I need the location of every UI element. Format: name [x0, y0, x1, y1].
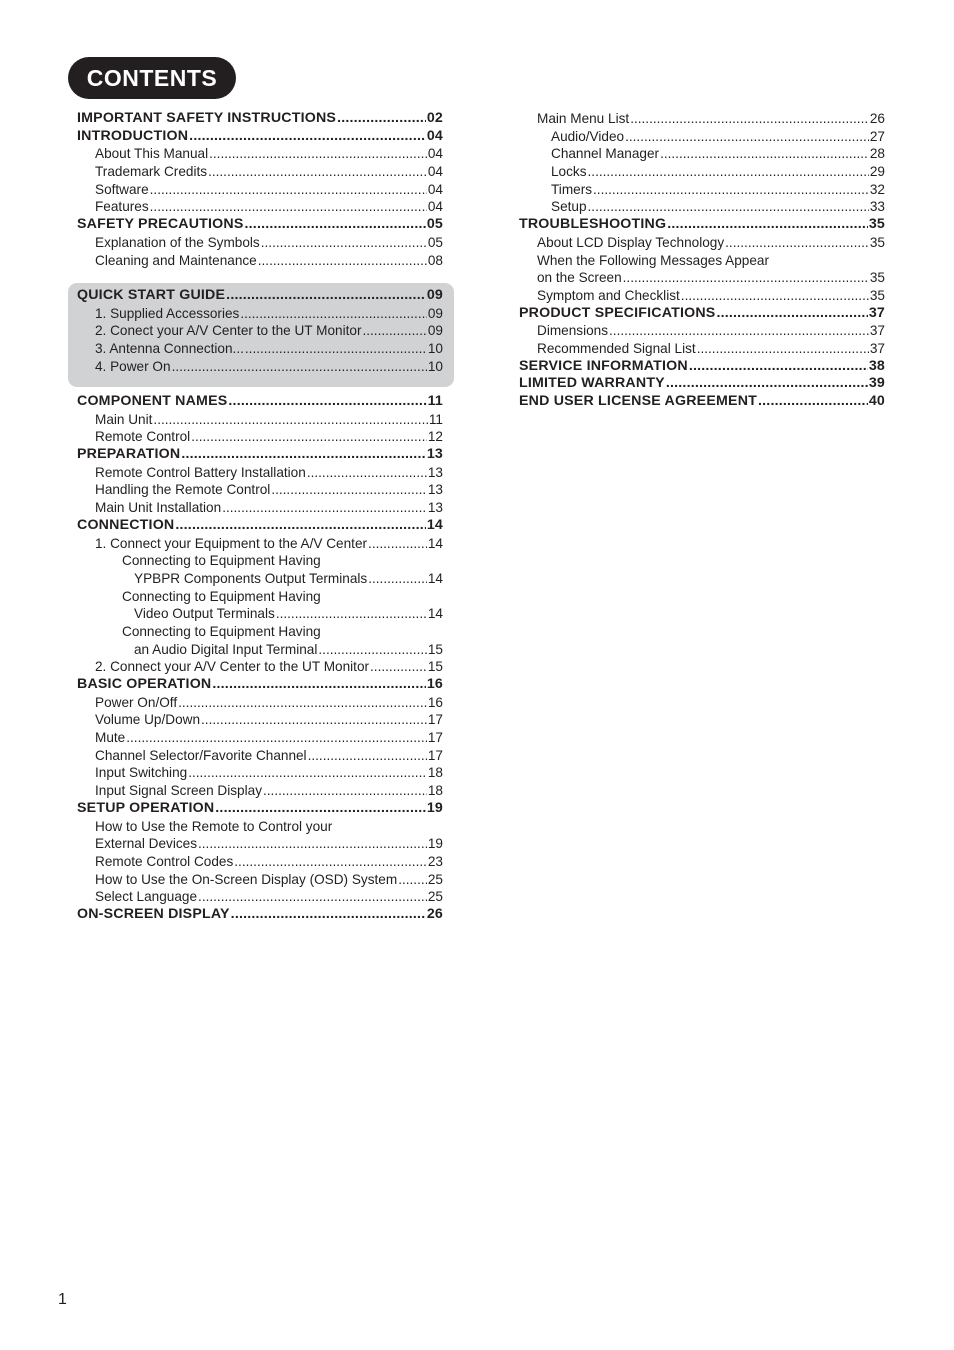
toc-entry-label: Remote Control Codes [95, 853, 234, 869]
toc-right-column [519, 110, 885, 411]
toc-dot-leader [276, 605, 427, 623]
toc-entry[interactable] [77, 818, 443, 836]
toc-entry-label: Handling the Remote Control [95, 482, 271, 498]
toc-dot-leader [689, 358, 868, 376]
toc-left-column [77, 110, 443, 924]
toc-entry-label: Features [95, 199, 149, 215]
toc-entry[interactable] [77, 322, 443, 340]
toc-dot-leader [126, 729, 427, 747]
toc-entry[interactable] [519, 163, 885, 181]
toc-dot-leader [226, 287, 426, 305]
toc-entry-label: YPBPR Components Output Terminals [134, 570, 368, 586]
toc-page-number: 05 [427, 234, 443, 250]
toc-entry[interactable] [519, 252, 885, 270]
toc-entry-label: Main Unit Installation [95, 500, 222, 516]
toc-dot-leader [150, 198, 427, 216]
toc-section-heading[interactable] [77, 906, 443, 924]
toc-dot-leader [588, 198, 869, 216]
toc-entry[interactable] [519, 128, 885, 146]
toc-dot-leader [240, 305, 427, 323]
toc-entry[interactable] [77, 234, 443, 252]
toc-entry-label: When the Following Messages Appear [537, 252, 769, 268]
toc-entry-label: 2. Conect your A/V Center to the UT Monitor [95, 323, 362, 339]
toc-entry[interactable] [77, 871, 443, 889]
toc-dot-leader [368, 535, 427, 553]
toc-dot-leader [175, 517, 425, 535]
toc-dot-leader [716, 305, 867, 323]
toc-entry-label: Locks [551, 164, 587, 180]
toc-entry-label: INTRODUCTION [77, 127, 189, 144]
toc-dot-leader [231, 906, 426, 924]
toc-entry[interactable] [77, 358, 443, 376]
toc-entry[interactable] [77, 711, 443, 729]
toc-dot-leader [222, 499, 427, 517]
toc-page-number: 14 [426, 516, 443, 533]
toc-entry[interactable] [77, 694, 443, 712]
toc-page-number: 19 [426, 799, 443, 816]
toc-entry-label: Channel Manager [551, 146, 660, 162]
toc-page-number: 39 [868, 375, 885, 392]
toc-entry[interactable] [519, 145, 885, 163]
toc-dot-leader [660, 145, 869, 163]
toc-entry-label: How to Use the Remote to Control your [95, 818, 333, 834]
toc-entry-label: 1. Supplied Accessories [95, 305, 240, 321]
toc-entry-label: Trademark Credits [95, 164, 208, 180]
toc-entry[interactable] [77, 305, 443, 323]
toc-entry-label: ON-SCREEN DISPLAY [77, 905, 230, 922]
toc-entry[interactable] [77, 411, 443, 429]
toc-entry-label: PRODUCT SPECIFICATIONS [519, 304, 716, 321]
toc-entry-label: Timers [551, 181, 593, 197]
toc-page-number: 35 [869, 234, 885, 250]
toc-section-heading[interactable] [519, 216, 885, 234]
toc-entry-label: Main Menu List [537, 111, 630, 126]
toc-dot-leader [368, 570, 427, 588]
toc-dot-leader [362, 322, 426, 340]
toc-page-number: 25 [427, 871, 443, 887]
toc-page-number: 12 [427, 429, 443, 445]
toc-page-number: 37 [869, 323, 885, 339]
toc-dot-leader [245, 340, 427, 358]
toc-entry-label: 3. Antenna Connection... [95, 340, 244, 356]
toc-entry[interactable] [77, 163, 443, 181]
toc-entry[interactable] [519, 234, 885, 252]
toc-dot-leader [209, 145, 427, 163]
toc-dot-leader [666, 375, 868, 393]
toc-entry-label: Main Unit [95, 411, 153, 427]
toc-entry-label: Input Signal Screen Display [95, 783, 262, 799]
toc-entry-label: SETUP OPERATION [77, 799, 215, 816]
toc-entry-label: Power On/Off [95, 694, 178, 710]
toc-section-heading[interactable] [77, 446, 443, 464]
toc-entry[interactable] [77, 888, 443, 906]
toc-entry-label: Connecting to Equipment Having [122, 588, 321, 604]
toc-entry[interactable] [77, 252, 443, 270]
toc-entry[interactable] [77, 747, 443, 765]
toc-page-number: 13 [427, 482, 443, 498]
toc-dot-leader [588, 163, 869, 181]
toc-entry[interactable] [77, 623, 443, 641]
toc-spacer [77, 375, 443, 393]
toc-section-heading[interactable] [519, 305, 885, 323]
toc-entry[interactable] [77, 181, 443, 199]
toc-entry-label: Software [95, 181, 149, 197]
toc-entry-label: LIMITED WARRANTY [519, 375, 665, 392]
toc-entry-label: END USER LICENSE AGREEMENT [519, 393, 758, 409]
toc-page-number: 14 [427, 606, 443, 622]
toc-entry-label: Symptom and Checklist [537, 287, 680, 303]
toc-page-number: 10 [427, 340, 443, 356]
toc-entry[interactable] [77, 835, 443, 853]
toc-dot-leader [261, 234, 427, 252]
toc-entry-label: Volume Up/Down [95, 712, 201, 728]
toc-section-heading[interactable] [77, 800, 443, 818]
toc-entry-label: CONNECTION [77, 516, 175, 533]
toc-page-number: 35 [868, 216, 885, 233]
toc-page-number: 13 [426, 446, 443, 463]
toc-section-heading[interactable] [519, 358, 885, 376]
toc-page-number: 18 [427, 765, 443, 781]
toc-dot-leader [593, 181, 869, 199]
toc-page-number: 40 [868, 393, 885, 409]
toc-dot-leader [623, 269, 869, 287]
toc-dot-leader [215, 800, 426, 818]
toc-dot-leader [212, 676, 425, 694]
toc-page-number: 33 [869, 199, 885, 215]
toc-section-heading[interactable] [519, 375, 885, 393]
toc-dot-leader [337, 110, 426, 128]
toc-dot-leader [150, 181, 427, 199]
toc-entry-label: Recommended Signal List [537, 340, 696, 356]
toc-dot-leader [308, 747, 427, 765]
toc-entry-label: Select Language [95, 889, 198, 905]
toc-entry-label: External Devices [95, 836, 197, 852]
toc-dot-leader [189, 128, 426, 146]
contents-title: CONTENTS [68, 57, 236, 99]
toc-section-heading[interactable] [77, 517, 443, 535]
toc-page-number: 18 [427, 783, 443, 799]
toc-entry-label: Channel Selector/Favorite Channel [95, 747, 307, 763]
toc-entry[interactable] [519, 322, 885, 340]
toc-page-number: 28 [869, 146, 885, 162]
toc-entry-label: IMPORTANT SAFETY INSTRUCTIONS [77, 110, 337, 126]
toc-entry-label: an Audio Digital Input Terminal [134, 641, 318, 657]
toc-entry-label: Remote Control Battery Installation [95, 464, 306, 480]
toc-page-number: 11 [427, 393, 443, 409]
toc-section-heading[interactable] [77, 287, 443, 305]
toc-entry[interactable] [77, 641, 443, 659]
toc-entry-label: BASIC OPERATION [77, 676, 212, 692]
toc-dot-leader [609, 322, 869, 340]
toc-entry[interactable] [519, 269, 885, 287]
toc-page-number: 10 [427, 358, 443, 374]
toc-dot-leader [258, 252, 427, 270]
toc-entry-label: QUICK START GUIDE [77, 286, 226, 303]
toc-dot-leader [191, 428, 427, 446]
toc-entry[interactable] [77, 464, 443, 482]
toc-page-number: 13 [427, 464, 443, 480]
toc-page-number: 14 [427, 570, 443, 586]
toc-page-number: 25 [427, 889, 443, 905]
toc-page-number: 16 [427, 694, 443, 710]
toc-dot-leader [758, 393, 868, 411]
toc-page-number: 13 [427, 500, 443, 516]
toc-dot-leader [318, 641, 426, 659]
toc-entry[interactable] [77, 729, 443, 747]
toc-entry-label: Dimensions [537, 323, 609, 339]
toc-section-heading[interactable] [77, 393, 443, 411]
toc-dot-leader [398, 871, 427, 889]
toc-page-number: 37 [868, 304, 885, 321]
toc-section-heading[interactable] [77, 676, 443, 694]
toc-page-number: 04 [427, 146, 443, 162]
toc-page-number: 19 [427, 836, 443, 852]
toc-page-number: 37 [869, 340, 885, 356]
toc-page-number: 15 [427, 641, 443, 657]
toc-entry[interactable] [77, 570, 443, 588]
toc-page-number: 04 [427, 164, 443, 180]
toc-page-number: 04 [427, 199, 443, 215]
toc-entry[interactable] [77, 428, 443, 446]
toc-page-number: 09 [426, 286, 443, 303]
toc-dot-leader [208, 163, 427, 181]
toc-page-number: 09 [427, 305, 443, 321]
toc-page-number: 26 [426, 905, 443, 922]
toc-dot-leader [172, 358, 427, 376]
toc-page-number: 09 [427, 323, 443, 339]
toc-dot-leader [245, 216, 426, 234]
toc-entry[interactable] [77, 145, 443, 163]
toc-dot-leader [263, 782, 427, 800]
toc-entry-label: Audio/Video [551, 128, 625, 144]
toc-entry[interactable] [77, 605, 443, 623]
toc-entry-label: SAFETY PRECAUTIONS [77, 216, 244, 233]
toc-dot-leader [307, 464, 427, 482]
toc-entry[interactable] [77, 658, 443, 676]
toc-entry-label: About LCD Display Technology [537, 234, 725, 250]
toc-page-number: 14 [427, 535, 443, 551]
toc-entry-label: Remote Control [95, 429, 191, 445]
toc-entry[interactable] [77, 481, 443, 499]
toc-entry[interactable] [519, 340, 885, 358]
toc-entry[interactable] [77, 782, 443, 800]
toc-dot-leader [178, 694, 427, 712]
toc-dot-leader [625, 128, 869, 146]
toc-page-number: 38 [868, 357, 885, 374]
toc-page-number: 11 [428, 411, 443, 427]
toc-page-number: 17 [427, 730, 443, 746]
page-number: 1 [58, 1291, 67, 1308]
toc-section-heading[interactable] [77, 110, 443, 128]
toc-entry-label: SERVICE INFORMATION [519, 357, 688, 374]
toc-entry-label: How to Use the On-Screen Display (OSD) System [95, 871, 398, 887]
toc-entry[interactable] [77, 588, 443, 606]
toc-dot-leader [188, 764, 427, 782]
toc-entry-label: Explanation of the Symbols [95, 234, 260, 250]
toc-page-number: 29 [869, 164, 885, 180]
toc-dot-leader [201, 711, 427, 729]
toc-entry-label: About This Manual [95, 146, 209, 162]
toc-page-number: 16 [426, 676, 443, 692]
toc-entry[interactable] [77, 853, 443, 871]
toc-section-heading[interactable] [519, 393, 885, 411]
toc-dot-leader [153, 411, 427, 429]
toc-dot-leader [370, 658, 427, 676]
toc-entry[interactable] [77, 198, 443, 216]
toc-dot-leader [271, 481, 427, 499]
toc-entry-label: Connecting to Equipment Having [122, 553, 321, 569]
toc-page-number: 32 [869, 181, 885, 197]
toc-entry-label: COMPONENT NAMES [77, 393, 228, 409]
toc-dot-leader [234, 853, 427, 871]
toc-page-number: 35 [869, 270, 885, 286]
toc-entry-label: PREPARATION [77, 446, 181, 463]
toc-entry-label: 4. Power On [95, 358, 171, 374]
toc-entry-label: 1. Connect your Equipment to the A/V Center [95, 535, 368, 551]
toc-page-number: 35 [869, 287, 885, 303]
toc-entry-label: Mute [95, 730, 126, 746]
toc-page-number: 02 [426, 110, 443, 126]
toc-entry-label: Video Output Terminals [134, 606, 275, 622]
toc-page-number: 17 [427, 747, 443, 763]
toc-page-number: 27 [869, 128, 885, 144]
toc-entry-label: 2. Connect your A/V Center to the UT Monitor [95, 659, 370, 675]
toc-entry[interactable] [77, 764, 443, 782]
toc-page-number: 26 [869, 111, 885, 126]
toc-dot-leader [630, 110, 869, 128]
toc-section-heading[interactable] [77, 128, 443, 146]
toc-entry-label: Setup [551, 199, 587, 215]
toc-page-number: 04 [426, 127, 443, 144]
toc-dot-leader [681, 287, 869, 305]
toc-entry[interactable] [519, 110, 885, 128]
toc-page-number: 04 [427, 181, 443, 197]
toc-dot-leader [181, 446, 425, 464]
toc-entry-label: Connecting to Equipment Having [122, 623, 321, 639]
toc-page-number: 05 [426, 216, 443, 233]
toc-entry-label: on the Screen [537, 270, 622, 286]
toc-entry[interactable] [77, 499, 443, 517]
toc-page-number: 23 [427, 853, 443, 869]
toc-dot-leader [198, 835, 427, 853]
toc-dot-leader [228, 393, 426, 411]
toc-dot-leader [697, 340, 869, 358]
toc-page-number: 15 [427, 659, 443, 675]
toc-entry[interactable] [519, 287, 885, 305]
toc-entry[interactable] [519, 198, 885, 216]
toc-entry[interactable] [519, 181, 885, 199]
toc-entry-label: TROUBLESHOOTING [519, 216, 667, 233]
toc-entry[interactable] [77, 552, 443, 570]
toc-spacer [77, 269, 443, 287]
toc-dot-leader [725, 234, 869, 252]
toc-entry[interactable] [77, 535, 443, 553]
toc-entry-label: Cleaning and Maintenance [95, 252, 257, 268]
toc-section-heading[interactable] [77, 216, 443, 234]
toc-page-number: 17 [427, 712, 443, 728]
toc-dot-leader [198, 888, 427, 906]
toc-entry-label: Input Switching [95, 765, 188, 781]
toc-entry[interactable] [77, 340, 443, 358]
toc-page-number: 08 [427, 252, 443, 268]
toc-dot-leader [667, 216, 868, 234]
